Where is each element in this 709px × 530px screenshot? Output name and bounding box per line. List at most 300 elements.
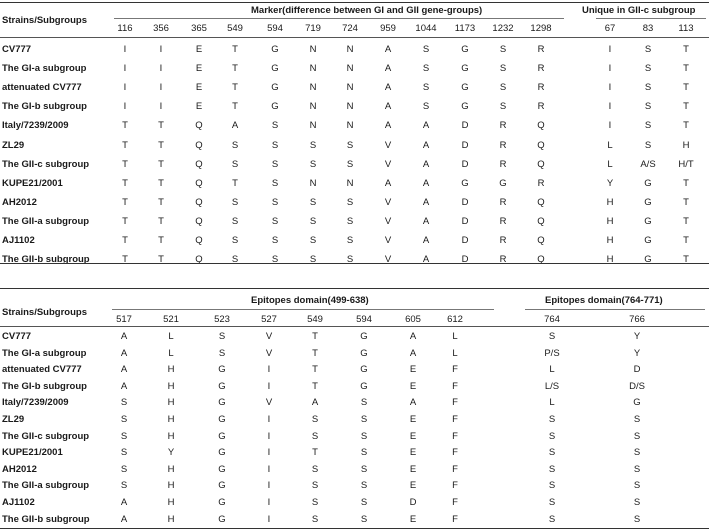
table2-cell: H — [167, 397, 175, 409]
table1-cell: S — [231, 158, 239, 170]
table2-row-label: The GI-a subgroup — [2, 347, 87, 359]
table2-cell: F — [452, 513, 458, 525]
table1-cell: R — [537, 177, 545, 189]
table1-cell: T — [158, 158, 164, 170]
table1-cell: R — [499, 196, 507, 208]
table1-cell: R — [537, 44, 545, 55]
table1-cell: S — [422, 82, 430, 94]
table2-cell: T — [312, 331, 318, 342]
table1-cell: S — [499, 82, 507, 94]
table1-cell: I — [123, 63, 127, 75]
table1-cell: Q — [195, 120, 203, 132]
table1-cell: G — [271, 44, 279, 55]
table2-cell: A — [120, 347, 128, 359]
table1-cell: T — [683, 101, 689, 113]
table1-column-header: 67 — [604, 23, 616, 34]
table1-cell: T — [683, 63, 689, 75]
table2-row-label: attenuated CV777 — [2, 364, 82, 376]
table2-cell: D — [409, 497, 417, 508]
table2-cell: G — [360, 331, 368, 342]
table1-column-header: 1044 — [415, 23, 437, 34]
table1-cell: R — [537, 101, 545, 113]
table1-cell: T — [232, 177, 238, 189]
table1-row-label: The GII-c subgroup — [2, 158, 90, 170]
table1-cell: S — [499, 101, 507, 113]
table1-cell: S — [309, 158, 317, 170]
table2-cell: L — [168, 347, 174, 359]
table1-cell: Q — [537, 235, 545, 246]
table2-cell: S — [633, 513, 641, 525]
table1-cell: D — [461, 215, 469, 227]
table2-cell: I — [267, 480, 271, 492]
table2-cell: G — [218, 447, 226, 459]
table1-cell: T — [122, 139, 128, 151]
table2-cell: S — [633, 430, 641, 442]
table1-cell: I — [159, 101, 163, 113]
table1-cell: S — [422, 44, 430, 55]
table2-cell: I — [267, 430, 271, 442]
table1-cell: T — [683, 120, 689, 132]
table2-cell: G — [218, 463, 226, 475]
table1-cell: A — [384, 120, 392, 132]
table2-cell: F — [452, 414, 458, 425]
table1-row-label: attenuated CV777 — [2, 82, 82, 94]
table2-row-label: AJ1102 — [2, 497, 35, 508]
table1-cell: T — [122, 196, 128, 208]
table1-cell: Q — [537, 158, 545, 170]
table2-cell: S — [548, 463, 556, 475]
table1-cell: G — [271, 82, 279, 94]
table1-cell: E — [195, 101, 203, 113]
table2-cell: A — [409, 347, 417, 359]
table2-cell: H — [167, 513, 175, 525]
table2-column-header: 517 — [116, 314, 132, 325]
table1-cell: S — [644, 101, 652, 113]
table1-row-label: KUPE21/2001 — [2, 177, 63, 189]
table1-row-label: Italy/7239/2009 — [2, 120, 69, 132]
table1-cell: S — [644, 44, 652, 55]
table1-cell: Q — [195, 177, 203, 189]
table1-column-header: 113 — [678, 23, 694, 34]
table1-cell: T — [232, 82, 238, 94]
table1-cell: I — [608, 101, 612, 113]
table2-cell: A — [120, 497, 128, 508]
table2-cell: L — [549, 397, 555, 409]
table1-cell: S — [346, 139, 354, 151]
table2-cell: S — [360, 414, 368, 425]
table2-epitopes1-underline — [112, 309, 494, 310]
table1-cell: S — [422, 101, 430, 113]
table1-unique-underline — [596, 18, 706, 19]
table1-cell: I — [608, 44, 612, 55]
table1-cell: G — [461, 44, 469, 55]
table2-bottom-rule — [0, 528, 709, 529]
table1-cell: N — [346, 63, 354, 75]
table1-cell: R — [499, 158, 507, 170]
table1-cell: N — [309, 177, 317, 189]
table2-strains-header: Strains/Subgroups — [2, 307, 87, 318]
table1-column-header: 365 — [191, 23, 207, 34]
table1-cell: I — [608, 63, 612, 75]
table1-cell: T — [158, 177, 164, 189]
table1-cell: T — [122, 254, 128, 266]
table1-cell: A — [422, 158, 430, 170]
table1-cell: I — [123, 82, 127, 94]
table1-cell: V — [384, 139, 392, 151]
table2-cell: G — [360, 347, 368, 359]
table1-cell: T — [122, 120, 128, 132]
table1-cell: I — [159, 63, 163, 75]
table2-cell: A — [120, 331, 128, 342]
table2-cell: F — [452, 447, 458, 459]
table1-cell: V — [384, 235, 392, 246]
table2-cell: I — [267, 414, 271, 425]
table1-cell: L — [607, 139, 613, 151]
table1-cell: D — [461, 120, 469, 132]
table1-bottom-rule — [0, 263, 709, 264]
table1-cell: G — [644, 177, 652, 189]
table1-cell: S — [346, 158, 354, 170]
table1-cell: Q — [537, 196, 545, 208]
table1-cell: E — [195, 44, 203, 55]
table2-cell: S — [548, 480, 556, 492]
table1-cell: G — [644, 254, 652, 266]
table2-cell: E — [409, 480, 417, 492]
table2-cell: I — [267, 497, 271, 508]
table1-cell: A — [384, 63, 392, 75]
table1-cell: V — [384, 215, 392, 227]
table1-cell: S — [644, 139, 652, 151]
table1-cell: I — [608, 120, 612, 132]
table1-cell: A — [422, 177, 430, 189]
table1-column-header: 356 — [153, 23, 169, 34]
table1-cell: E — [195, 63, 203, 75]
table2-cell: S — [360, 430, 368, 442]
table2-cell: E — [409, 463, 417, 475]
table2-cell: G — [218, 414, 226, 425]
table1-cell: R — [499, 120, 507, 132]
table1-cell: S — [346, 215, 354, 227]
table2-cell: S — [633, 480, 641, 492]
table1-cell: S — [231, 139, 239, 151]
table2-cell: S — [548, 497, 556, 508]
table2-row-label: AH2012 — [2, 463, 37, 475]
table1-unique-header: Unique in GII-c subgroup — [582, 5, 696, 16]
table1-cell: A — [384, 177, 392, 189]
table2-cell: E — [409, 380, 417, 392]
table2-cell: I — [267, 364, 271, 376]
table2-cell: V — [265, 397, 273, 409]
table2-cell: E — [409, 513, 417, 525]
table1-cell: T — [683, 177, 689, 189]
table2-cell: H — [167, 364, 175, 376]
table1-row-label: AH2012 — [2, 196, 37, 208]
table2-cell: G — [360, 364, 368, 376]
table2-cell: S — [548, 414, 556, 425]
table2-cell: I — [267, 463, 271, 475]
table1-cell: D — [461, 254, 469, 266]
table1-cell: V — [384, 254, 392, 266]
table1-cell: S — [644, 120, 652, 132]
table2-cell: S — [633, 463, 641, 475]
table2-cell: G — [218, 364, 226, 376]
table2-cell: S — [218, 347, 226, 359]
table2-row-label: The GI-b subgroup — [2, 380, 87, 392]
table1-cell: T — [683, 254, 689, 266]
table1-cell: H/T — [678, 158, 694, 170]
table1-cell: A — [422, 139, 430, 151]
table2-row-label: Italy/7239/2009 — [2, 397, 69, 409]
table2-cell: S — [360, 447, 368, 459]
table1-cell: R — [499, 235, 507, 246]
table1-cell: N — [346, 177, 354, 189]
table1-cell: S — [231, 235, 239, 246]
table2-cell: V — [265, 331, 273, 342]
table1-cell: S — [271, 215, 279, 227]
table2-cell: E — [409, 364, 417, 376]
table1-cell: S — [231, 254, 239, 266]
table2-cell: S — [311, 513, 319, 525]
table1-cell: S — [644, 82, 652, 94]
table2-row-label: The GII-b subgroup — [2, 513, 90, 525]
table1-cell: S — [271, 139, 279, 151]
table1-cell: A/S — [640, 158, 656, 170]
table1-cell: G — [644, 235, 652, 246]
table1-cell: T — [158, 235, 164, 246]
table1-cell: T — [232, 44, 238, 55]
table1-cell: S — [271, 196, 279, 208]
table1-cell: S — [271, 120, 279, 132]
table2-cell: S — [360, 397, 368, 409]
table1-marker-header: Marker(difference between GI and GII gene-groups) — [251, 5, 483, 16]
table1-cell: S — [231, 196, 239, 208]
table2-epitopes2-underline — [525, 309, 705, 310]
table2-cell: S — [633, 447, 641, 459]
table2-column-header: 766 — [629, 314, 645, 325]
table1-cell: R — [537, 63, 545, 75]
table2-cell: F — [452, 380, 458, 392]
table1-cell: N — [309, 44, 317, 55]
table2-cell: S — [311, 480, 319, 492]
table1-cell: T — [122, 177, 128, 189]
table1-cell: S — [271, 177, 279, 189]
table2-cell: S — [120, 480, 128, 492]
table2-cell: H — [167, 380, 175, 392]
table1-row-label: CV777 — [2, 44, 32, 55]
table1-cell: A — [422, 196, 430, 208]
table2-cell: F — [452, 397, 458, 409]
table2-cell: S — [633, 414, 641, 425]
table1-cell: D — [461, 196, 469, 208]
table1-cell: S — [309, 235, 317, 246]
table2-cell: T — [312, 380, 318, 392]
table2-cell: S — [120, 447, 128, 459]
table2-cell: G — [218, 513, 226, 525]
table1-cell: G — [644, 196, 652, 208]
table1-cell: D — [461, 139, 469, 151]
table2-cell: I — [267, 380, 271, 392]
table2-cell: G — [218, 480, 226, 492]
table2-cell: V — [265, 347, 273, 359]
table1-cell: N — [346, 120, 354, 132]
table1-cell: G — [461, 101, 469, 113]
table2-cell: S — [548, 447, 556, 459]
table2-top-rule — [0, 288, 709, 289]
table2-header-rule — [0, 326, 709, 327]
table1-cell: G — [461, 177, 469, 189]
table1-cell: S — [346, 196, 354, 208]
table2-column-header: 523 — [214, 314, 230, 325]
table1-cell: T — [122, 215, 128, 227]
table1-cell: I — [159, 82, 163, 94]
table1-cell: N — [309, 82, 317, 94]
table1-cell: T — [683, 196, 689, 208]
table1-cell: Q — [537, 254, 545, 266]
table1-cell: Q — [195, 235, 203, 246]
table1-row-label: The GII-a subgroup — [2, 215, 90, 227]
table1-cell: T — [122, 158, 128, 170]
table2-column-header: 549 — [307, 314, 323, 325]
table2-cell: F — [452, 463, 458, 475]
table2-cell: G — [218, 397, 226, 409]
table1-cell: Q — [537, 139, 545, 151]
table1-cell: A — [384, 101, 392, 113]
table2-cell: L — [452, 347, 458, 359]
table1-cell: S — [499, 44, 507, 55]
table2-cell: H — [167, 497, 175, 508]
table1-cell: V — [384, 158, 392, 170]
table2-cell: L — [549, 364, 555, 376]
table2-cell: S — [360, 463, 368, 475]
table2-cell: S — [360, 480, 368, 492]
table1-cell: T — [683, 235, 689, 246]
table1-column-header: 116 — [117, 23, 133, 34]
table1-cell: T — [683, 44, 689, 55]
table1-cell: N — [309, 120, 317, 132]
table2-cell: A — [120, 380, 128, 392]
table2-cell: H — [167, 480, 175, 492]
table1-cell: S — [346, 254, 354, 266]
table1-row-label: The GII-b subgroup — [2, 254, 90, 266]
table1-cell: R — [499, 139, 507, 151]
table2-cell: E — [409, 430, 417, 442]
table2-cell: G — [218, 430, 226, 442]
table1-cell: D — [461, 235, 469, 246]
table1-cell: I — [123, 101, 127, 113]
table1-cell: A — [422, 235, 430, 246]
table1-cell: S — [309, 215, 317, 227]
table2-cell: T — [312, 447, 318, 459]
table1-cell: A — [384, 82, 392, 94]
table2-column-header: 527 — [261, 314, 277, 325]
table2-row-label: ZL29 — [2, 414, 25, 425]
table1-cell: A — [422, 254, 430, 266]
table1-cell: Q — [537, 215, 545, 227]
table2-cell: E — [409, 414, 417, 425]
table1-cell: Y — [606, 177, 614, 189]
table1-row-label: AJ1102 — [2, 235, 35, 246]
table1-cell: H — [682, 139, 690, 151]
table2-cell: A — [311, 397, 319, 409]
table1-cell: H — [606, 254, 614, 266]
table1-cell: S — [644, 63, 652, 75]
table2-cell: F — [452, 497, 458, 508]
table2-cell: Y — [633, 347, 641, 359]
table1-cell: G — [499, 177, 507, 189]
table1-cell: H — [606, 215, 614, 227]
table1-header-rule — [0, 37, 709, 38]
table2-cell: S — [360, 513, 368, 525]
table2-epitopes2-header: Epitopes domain(764-771) — [545, 295, 663, 306]
table2-cell: G — [360, 380, 368, 392]
table2-cell: Y — [167, 447, 175, 459]
table1-cell: T — [122, 235, 128, 246]
table1-cell: S — [309, 254, 317, 266]
table1-cell: N — [309, 101, 317, 113]
table2-cell: S — [548, 331, 556, 342]
table2-cell: D/S — [629, 380, 645, 392]
table1-cell: V — [384, 196, 392, 208]
table2-cell: I — [267, 513, 271, 525]
table1-cell: R — [537, 82, 545, 94]
table1-cell: T — [158, 254, 164, 266]
table1-cell: E — [195, 82, 203, 94]
table1-cell: I — [123, 44, 127, 55]
table1-cell: S — [231, 215, 239, 227]
table1-cell: I — [608, 82, 612, 94]
table2-cell: S — [311, 463, 319, 475]
table1-cell: Q — [195, 196, 203, 208]
table2-column-header: 594 — [356, 314, 372, 325]
table1-cell: T — [158, 196, 164, 208]
table1-cell: N — [346, 82, 354, 94]
table2-cell: S — [311, 414, 319, 425]
table1-cell: A — [384, 44, 392, 55]
table2-cell: T — [312, 347, 318, 359]
table2-row-label: CV777 — [2, 331, 32, 342]
table1-strains-header: Strains/Subgroups — [2, 15, 87, 26]
table2-cell: L/S — [544, 380, 560, 392]
table1-cell: G — [461, 82, 469, 94]
table2-cell: S — [120, 397, 128, 409]
table1-cell: S — [271, 254, 279, 266]
table2-cell: S — [633, 497, 641, 508]
table1-column-header: 959 — [380, 23, 396, 34]
table1-column-header: 549 — [227, 23, 243, 34]
table1-cell: N — [309, 63, 317, 75]
table1-cell: L — [607, 158, 613, 170]
table2-cell: G — [218, 380, 226, 392]
table2-column-header: 612 — [447, 314, 463, 325]
table1-column-header: 1232 — [492, 23, 514, 34]
table2-row-label: The GII-a subgroup — [2, 480, 90, 492]
table1-cell: G — [461, 63, 469, 75]
table1-cell: Q — [195, 215, 203, 227]
table2-row-label: The GII-c subgroup — [2, 430, 90, 442]
table1-cell: S — [422, 63, 430, 75]
table1-row-label: ZL29 — [2, 139, 25, 151]
table1-cell: G — [271, 63, 279, 75]
table1-cell: G — [644, 215, 652, 227]
table1-cell: R — [499, 254, 507, 266]
table1-column-header: 719 — [305, 23, 321, 34]
table2-cell: T — [312, 364, 318, 376]
table2-column-header: 521 — [163, 314, 179, 325]
table1-column-header: 83 — [642, 23, 654, 34]
table1-cell: T — [158, 215, 164, 227]
table2-cell: L — [168, 331, 174, 342]
table2-cell: I — [267, 447, 271, 459]
